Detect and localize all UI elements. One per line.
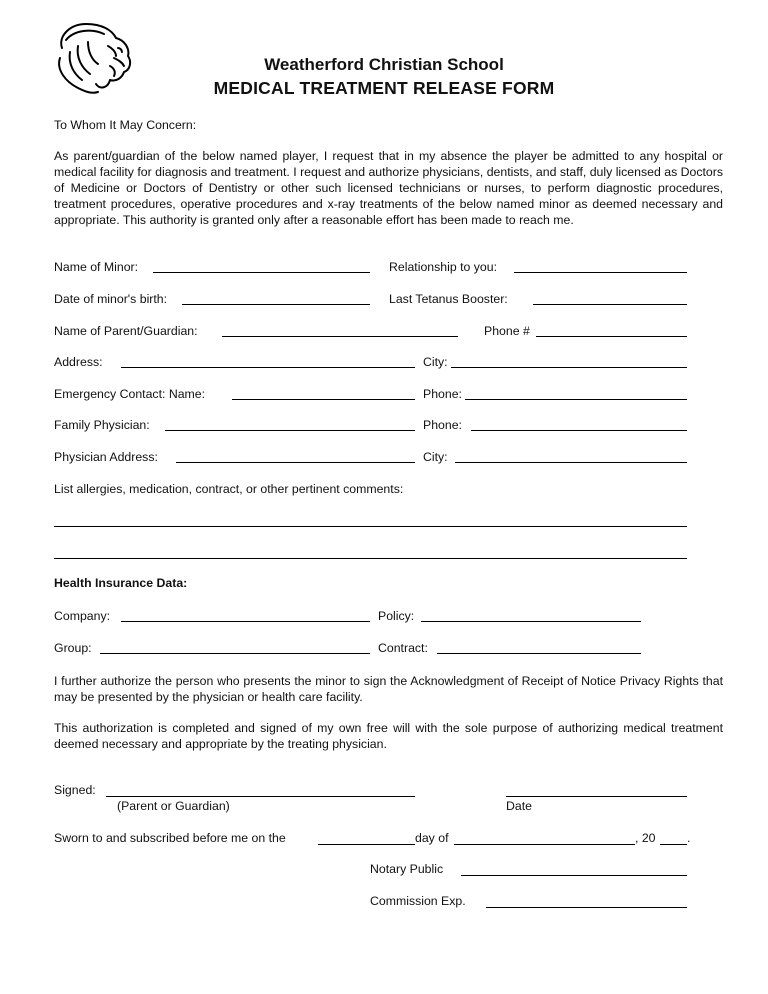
dob-field[interactable] xyxy=(182,304,370,305)
group-field[interactable] xyxy=(100,653,370,654)
contract-label: Contract: xyxy=(378,641,428,655)
physician-phone-label: Phone: xyxy=(423,418,462,432)
year-prefix: , 20 xyxy=(635,831,656,845)
company-label: Company: xyxy=(54,609,111,623)
form-title: MEDICAL TREATMENT RELEASE FORM xyxy=(213,78,555,98)
commission-field[interactable] xyxy=(486,907,687,908)
group-label: Group: xyxy=(54,641,92,655)
address-label: Address: xyxy=(54,355,103,369)
parent-name-label: Name of Parent/Guardian: xyxy=(54,324,198,338)
physician-city-field[interactable] xyxy=(455,462,687,463)
sworn-month-field[interactable] xyxy=(454,844,635,845)
relationship-field[interactable] xyxy=(514,272,687,273)
parent-guardian-caption: (Parent or Guardian) xyxy=(117,799,230,813)
year-suffix: . xyxy=(687,831,691,845)
notary-field[interactable] xyxy=(461,875,687,876)
name-of-minor-field[interactable] xyxy=(153,272,370,273)
date-field[interactable] xyxy=(506,796,687,797)
parent-phone-field[interactable] xyxy=(536,336,687,337)
contract-field[interactable] xyxy=(437,653,641,654)
phone-hash-label: Phone # xyxy=(484,324,530,338)
commission-label: Commission Exp. xyxy=(370,894,466,908)
allergies-label: List allergies, medication, contract, or other pertinent comments: xyxy=(54,482,404,496)
privacy-paragraph: I further authorize the person who presents the minor to sign the Acknowledgment of Receipt of Notice Privacy Rights that may be presented by the physician or health care facility. xyxy=(54,674,723,704)
name-of-minor-label: Name of Minor: xyxy=(54,260,139,274)
dob-label: Date of minor's birth: xyxy=(54,292,168,306)
date-caption: Date xyxy=(506,799,532,813)
physician-phone-field[interactable] xyxy=(471,430,687,431)
physician-field[interactable] xyxy=(165,430,415,431)
physician-city-label: City: xyxy=(423,450,448,464)
notary-label: Notary Public xyxy=(370,862,444,876)
emergency-phone-label: Phone: xyxy=(423,387,462,401)
insurance-heading: Health Insurance Data: xyxy=(54,576,188,590)
emergency-contact-label: Emergency Contact: Name: xyxy=(54,387,206,401)
physician-label: Family Physician: xyxy=(54,418,150,432)
day-of-label: day of xyxy=(415,831,449,845)
policy-label: Policy: xyxy=(378,609,415,623)
emergency-phone-field[interactable] xyxy=(465,399,687,400)
physician-address-field[interactable] xyxy=(176,462,415,463)
relationship-label: Relationship to you: xyxy=(389,260,498,274)
physician-address-label: Physician Address: xyxy=(54,450,158,464)
tetanus-field[interactable] xyxy=(533,304,687,305)
free-will-paragraph: This authorization is completed and signed of my own free will with the sole purpose of authorizing medical treatment deemed necessary and appropriate by the treating physician. xyxy=(54,721,723,751)
company-field[interactable] xyxy=(121,621,370,622)
allergies-line-1[interactable] xyxy=(54,526,687,527)
parent-name-field[interactable] xyxy=(222,336,458,337)
address-field[interactable] xyxy=(121,367,415,368)
tetanus-label: Last Tetanus Booster: xyxy=(389,292,508,306)
emergency-contact-field[interactable] xyxy=(232,399,415,400)
allergies-line-2[interactable] xyxy=(54,558,687,559)
sworn-year-field[interactable] xyxy=(660,844,687,845)
sworn-day-field[interactable] xyxy=(318,844,415,845)
city-label: City: xyxy=(423,355,448,369)
school-name: Weatherford Christian School xyxy=(264,55,504,74)
salutation: To Whom It May Concern: xyxy=(54,118,197,132)
sworn-label: Sworn to and subscribed before me on the xyxy=(54,831,286,845)
city-field[interactable] xyxy=(451,367,687,368)
signed-label: Signed: xyxy=(54,783,96,797)
policy-field[interactable] xyxy=(421,621,641,622)
intro-paragraph: As parent/guardian of the below named player, I request that in my absence the player be admitted to any hospital or medical facility for diagnosis and treatment. I request and authorize physicians, dentists, and staff, duly licensed as Doctors of Medicine or Doctors of Dentistry or other such licensed technicians or nurses, to perform diagnostic procedures, treatment procedures, operative procedures and x-ray treatments of the below named minor as deemed necessary and appropriate. This authority is granted only after a reasonable effort has been made to reach me. xyxy=(54,149,723,227)
signature-field[interactable] xyxy=(106,796,415,797)
